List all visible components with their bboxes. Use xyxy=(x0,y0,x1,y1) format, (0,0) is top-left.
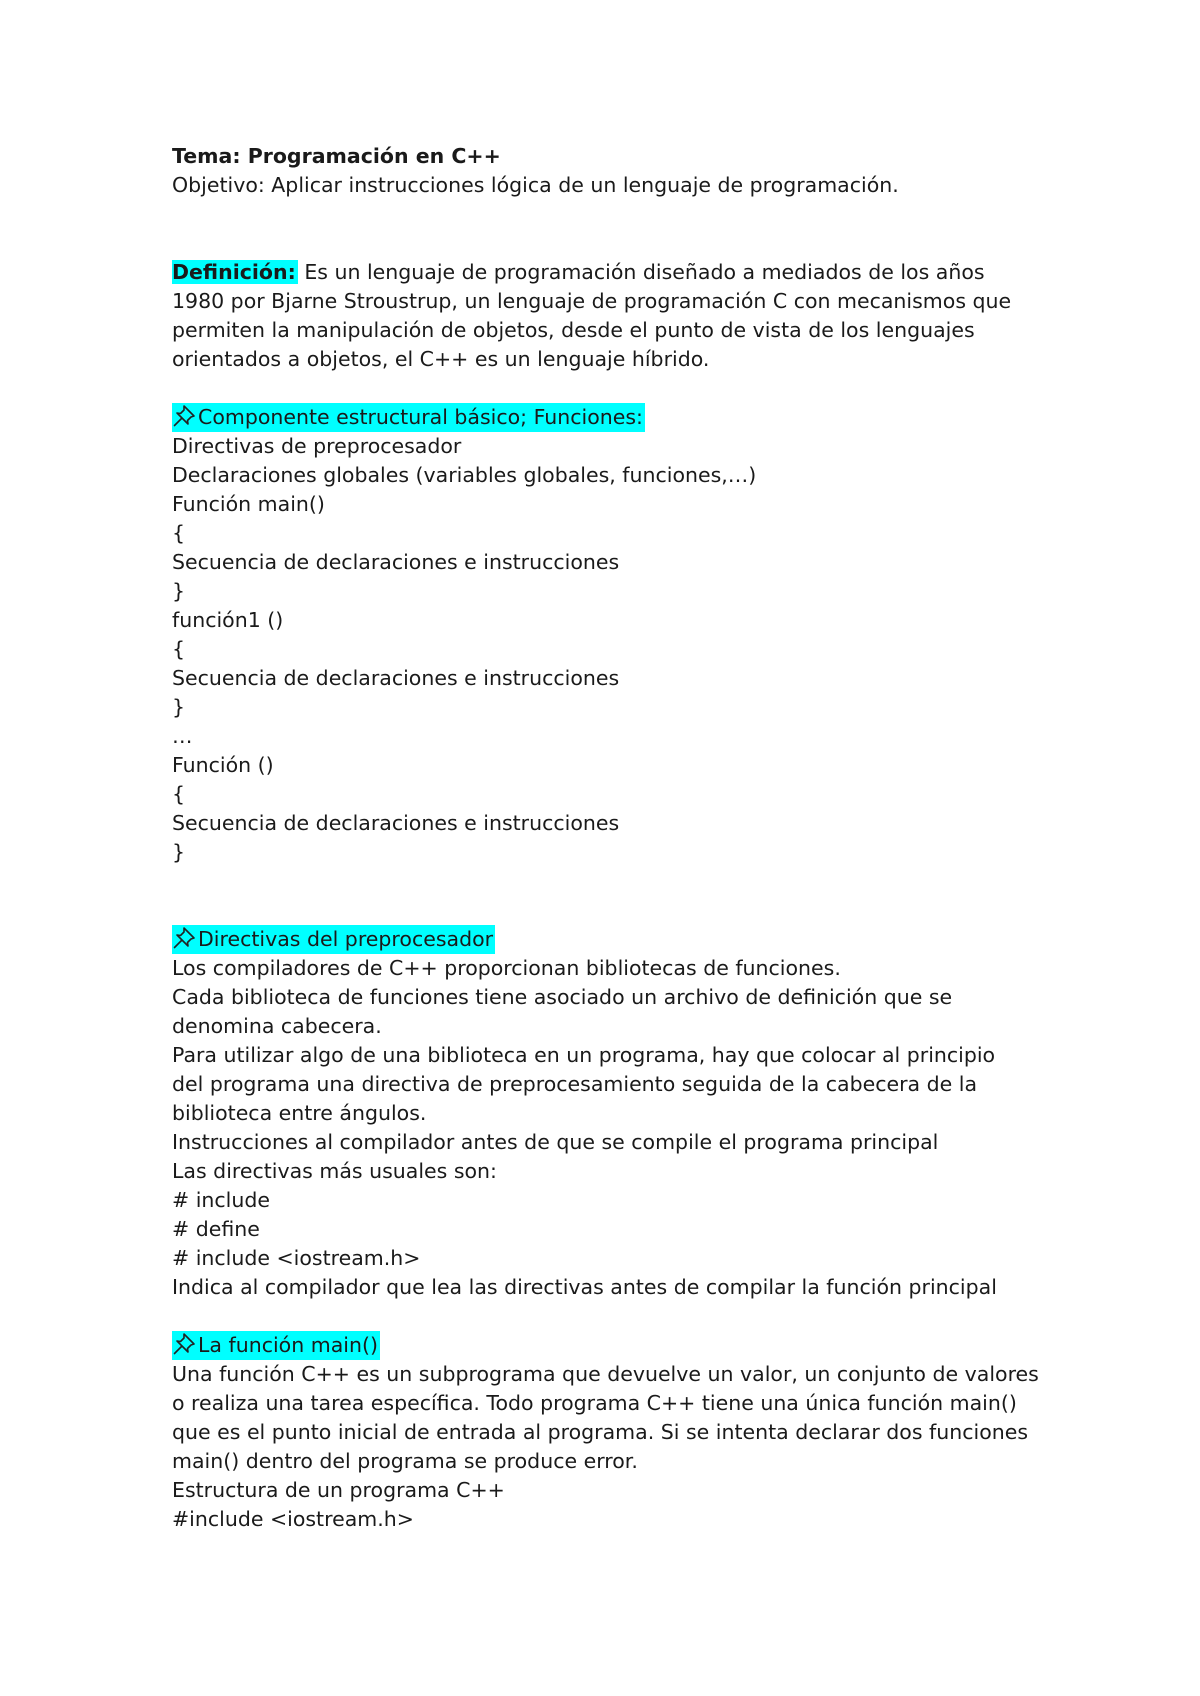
component-line: } xyxy=(172,579,186,603)
component-line: Función () xyxy=(172,753,274,777)
directivas-line: denomina cabecera. xyxy=(172,1014,382,1038)
component-line: función1 () xyxy=(172,608,284,632)
directivas-line: Indica al compilador que lea las directivas antes de compilar la función principal xyxy=(172,1275,997,1299)
highlighted-heading xyxy=(172,403,645,432)
directivas-line: Instrucciones al compilador antes de que se compile el programa principal xyxy=(172,1130,939,1154)
component-line: Secuencia de declaraciones e instrucciones xyxy=(172,811,620,835)
highlighted-heading xyxy=(172,925,495,954)
component-line: Función main() xyxy=(172,492,325,516)
document-page xyxy=(172,142,1052,1534)
component-line: { xyxy=(172,782,186,806)
main-line: Una función C++ es un subprograma que devuelve un valor, un conjunto de valores xyxy=(172,1362,1039,1386)
section-heading-componente xyxy=(172,403,1052,432)
main-line: main() dentro del programa se produce error. xyxy=(172,1449,638,1473)
definition-line-1 xyxy=(172,258,1052,287)
heading-text: Componente estructural básico; Funciones: xyxy=(198,405,643,429)
directivas-line: Cada biblioteca de funciones tiene asociado un archivo de definición que se xyxy=(172,985,953,1009)
directivas-line: biblioteca entre ángulos. xyxy=(172,1101,427,1125)
heading-text: Directivas del preprocesador xyxy=(198,927,494,951)
directivas-line: del programa una directiva de preprocesamiento seguida de la cabecera de la xyxy=(172,1072,978,1096)
definition-line-2: 1980 por Bjarne Stroustrup, un lenguaje de programación C con mecanismos que xyxy=(172,289,1012,313)
directivas-line: # include <iostream.h> xyxy=(172,1246,421,1270)
definition-line-4: orientados a objetos, el C++ es un lenguaje híbrido. xyxy=(172,347,710,371)
section-heading-directivas xyxy=(172,925,1052,954)
main-line: que es el punto inicial de entrada al programa. Si se intenta declarar dos funciones xyxy=(172,1420,1029,1444)
pushpin-icon xyxy=(172,1331,198,1355)
spacer xyxy=(172,200,1052,258)
main-line: o realiza una tarea específica. Todo programa C++ tiene una única función main() xyxy=(172,1391,1017,1415)
definition-text-1: Es un lenguaje de programación diseñado a mediados de los años xyxy=(297,260,985,284)
spacer xyxy=(172,1302,1052,1331)
pushpin-icon xyxy=(172,925,198,949)
directivas-line: # define xyxy=(172,1217,260,1241)
definition-label: Definición: xyxy=(172,260,296,284)
directivas-line: Para utilizar algo de una biblioteca en un programa, hay que colocar al principio xyxy=(172,1043,996,1067)
component-line: Declaraciones globales (variables globales, funciones,…) xyxy=(172,463,757,487)
definition-line-3: permiten la manipulación de objetos, desde el punto de vista de los lenguajes xyxy=(172,318,975,342)
component-line: } xyxy=(172,695,186,719)
component-line: { xyxy=(172,521,186,545)
main-line: #include <iostream.h> xyxy=(172,1507,414,1531)
spacer xyxy=(172,374,1052,403)
section-heading-main xyxy=(172,1331,1052,1360)
component-line: Secuencia de declaraciones e instrucciones xyxy=(172,666,620,690)
spacer xyxy=(172,867,1052,925)
directivas-line: Los compiladores de C++ proporcionan bibliotecas de funciones. xyxy=(172,956,841,980)
directivas-line: Las directivas más usuales son: xyxy=(172,1159,497,1183)
heading-text: La función main() xyxy=(198,1333,378,1357)
component-line: Secuencia de declaraciones e instrucciones xyxy=(172,550,620,574)
component-line: … xyxy=(172,724,193,748)
component-line: Directivas de preprocesador xyxy=(172,434,462,458)
component-line: { xyxy=(172,637,186,661)
topic-title: Tema: Programación en C++ xyxy=(172,144,501,168)
objective-line: Objetivo: Aplicar instrucciones lógica de un lenguaje de programación. xyxy=(172,173,899,197)
highlighted-heading xyxy=(172,1331,380,1360)
main-line: Estructura de un programa C++ xyxy=(172,1478,505,1502)
directivas-line: # include xyxy=(172,1188,270,1212)
pushpin-icon xyxy=(172,403,198,427)
component-line: } xyxy=(172,840,186,864)
